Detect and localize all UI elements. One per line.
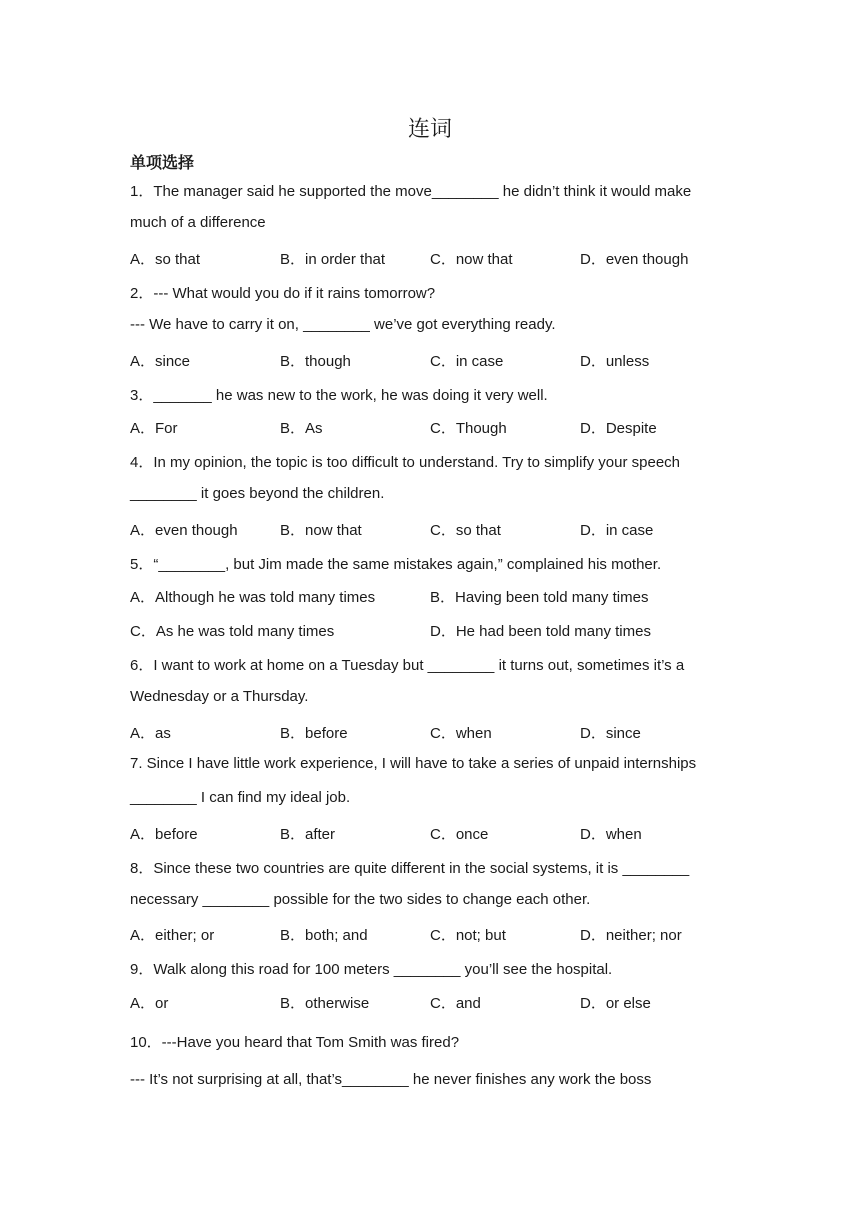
option-a: A．either; or — [130, 927, 215, 944]
question-8-line-2: necessary ________ possible for the two sides to change each other. — [130, 891, 591, 908]
question-1-line-1: 1．The manager said he supported the move________ he didn’t think it would make — [130, 183, 692, 200]
option-a: A．even though — [130, 522, 238, 539]
question-8-line-1: 8．Since these two countries are quite different in the social systems, it is ________ — [130, 860, 690, 877]
option-a: A．Although he was told many times — [130, 589, 376, 606]
option-b: B．As — [280, 420, 323, 437]
option-d: D．neither; nor — [580, 927, 682, 944]
option-c: C．once — [430, 826, 489, 843]
question-2-line-2: --- We have to carry it on, ________ we’ve got everything ready. — [130, 316, 556, 333]
option-c: C．now that — [430, 251, 513, 268]
option-c: C．so that — [430, 522, 501, 539]
option-a: A．before — [130, 826, 198, 843]
option-c: C．when — [430, 725, 492, 742]
option-d: D．unless — [580, 353, 650, 370]
option-b: B．before — [280, 725, 348, 742]
option-b: B．in order that — [280, 251, 386, 268]
option-d: D．even though — [580, 251, 689, 268]
question-4-line-1: 4．In my opinion, the topic is too difficult to understand. Try to simplify your speech — [130, 454, 680, 471]
question-5-options-row-2 — [130, 620, 750, 640]
option-c: C．and — [430, 995, 481, 1012]
question-3-line-1: 3．_______ he was new to the work, he was doing it very well. — [130, 387, 548, 404]
option-a: A．For — [130, 420, 178, 437]
option-b: B．Having been told many times — [430, 589, 649, 606]
question-10-line-1: 10．---Have you heard that Tom Smith was fired? — [130, 1034, 460, 1051]
question-2-line-1: 2．--- What would you do if it rains tomorrow? — [130, 285, 436, 302]
question-6-options — [130, 722, 750, 742]
question-10-line-2: --- It’s not surprising at all, that’s________ he never finishes any work the boss — [130, 1071, 652, 1088]
option-d: D．since — [580, 725, 641, 742]
question-6-line-1: 6．I want to work at home on a Tuesday but ________ it turns out, sometimes it’s a — [130, 657, 685, 674]
question-9-options — [130, 992, 750, 1012]
question-7-options — [130, 823, 750, 843]
question-6-line-2: Wednesday or a Thursday. — [130, 688, 309, 705]
option-d: D．He had been told many times — [430, 623, 651, 640]
question-8-options — [130, 924, 750, 944]
question-1-options — [130, 248, 750, 268]
option-a: A．as — [130, 725, 171, 742]
option-b: B．though — [280, 353, 351, 370]
question-1-line-2: much of a difference — [130, 214, 266, 231]
question-7-line-2: ________ I can find my ideal job. — [130, 789, 351, 806]
option-a: A．or — [130, 995, 169, 1012]
option-b: B．both; and — [280, 927, 368, 944]
option-b: B．after — [280, 826, 336, 843]
option-b: B．now that — [280, 522, 362, 539]
question-5-options-row-1 — [130, 586, 750, 606]
option-c: C．in case — [430, 353, 504, 370]
question-7-line-1: 7. Since I have little work experience, I will have to take a series of unpaid internships — [130, 755, 697, 772]
question-9-line-1: 9．Walk along this road for 100 meters ________ you’ll see the hospital. — [130, 961, 613, 978]
option-d: D．Despite — [580, 420, 657, 437]
option-a: A．so that — [130, 251, 201, 268]
question-5-line-1: 5．“________, but Jim made the same mistakes again,” complained his mother. — [130, 556, 662, 573]
question-2-options — [130, 350, 750, 370]
option-d: D．in case — [580, 522, 654, 539]
option-c: C．not; but — [430, 927, 506, 944]
question-3-options — [130, 417, 750, 437]
option-b: B．otherwise — [280, 995, 370, 1012]
option-d: D．when — [580, 826, 642, 843]
page-title: 连词 — [407, 117, 452, 142]
question-4-line-2: ________ it goes beyond the children. — [130, 485, 385, 502]
section-heading: 单项选择 — [130, 155, 195, 172]
option-d: D．or else — [580, 995, 651, 1012]
question-4-options — [130, 519, 750, 539]
option-a: A．since — [130, 353, 191, 370]
option-c: C．Though — [430, 420, 507, 437]
option-c: C．As he was told many times — [130, 623, 335, 640]
